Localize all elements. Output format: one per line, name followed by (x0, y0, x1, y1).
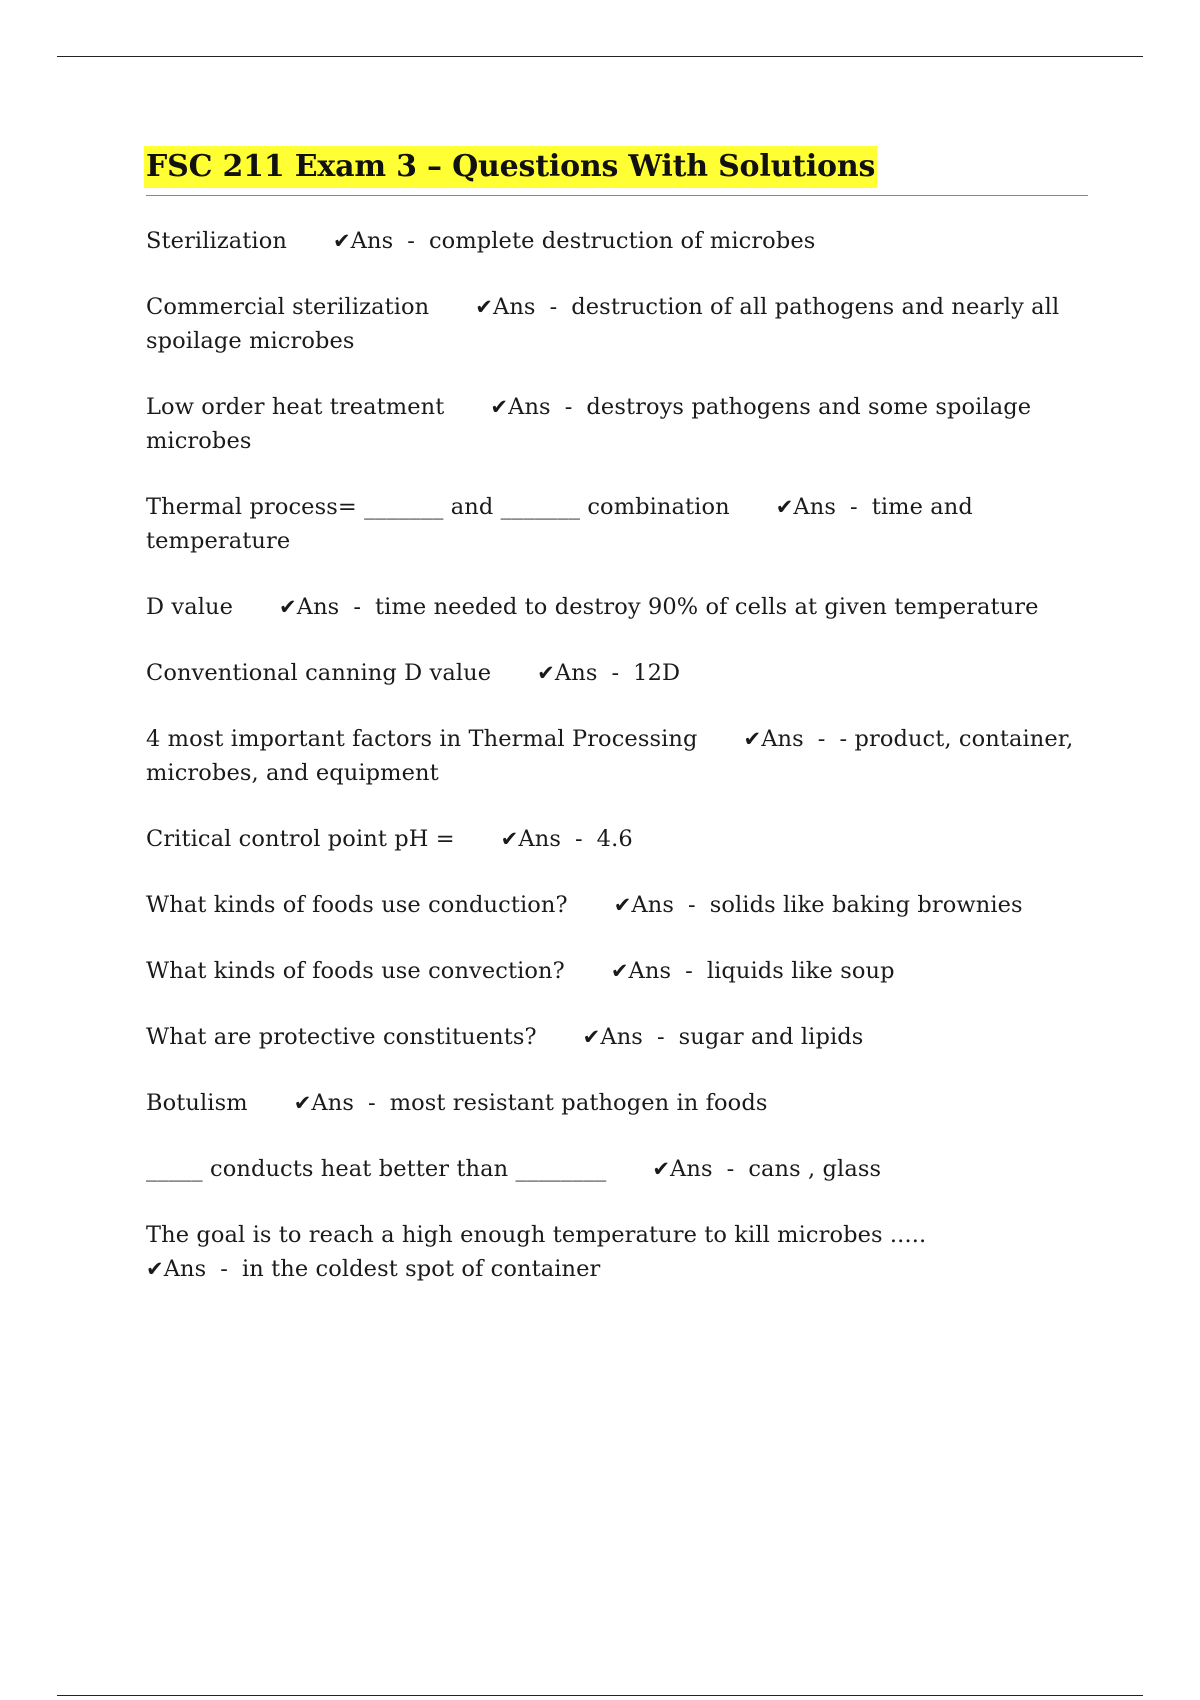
qa-item (146, 1086, 1076, 1120)
checkmark-icon: ✔ (537, 661, 555, 685)
answer-label: Ans (163, 1256, 207, 1282)
answer-separator: - (407, 228, 415, 254)
answer-separator: - (817, 726, 826, 752)
answer-text: solids like baking brownies (709, 892, 1023, 918)
qa-item (146, 954, 1076, 988)
checkmark-icon: ✔ (743, 727, 762, 751)
answer-separator: - (611, 660, 620, 686)
answer-text: liquids like soup (706, 958, 895, 984)
page-bottom-rule (57, 1695, 1143, 1696)
qa-item (146, 490, 1076, 558)
answer-label: Ans (296, 594, 340, 620)
answer-separator: - (726, 1156, 735, 1182)
answer-text: destroys pathogens and some spoilage microbes (146, 394, 1032, 454)
answer-text: most resistant pathogen in foods (389, 1090, 768, 1116)
answer-label: Ans (311, 1090, 354, 1116)
answer-text: cans , glass (748, 1156, 882, 1182)
answer-block (614, 892, 1023, 918)
answer-separator: - (685, 958, 693, 984)
page-top-rule (57, 56, 1143, 57)
question-text: Critical control point pH = (146, 826, 455, 852)
answer-block (583, 1024, 864, 1050)
answer-label: Ans (670, 1156, 713, 1182)
checkmark-icon: ✔ (293, 1091, 312, 1115)
qa-item (146, 722, 1076, 790)
answer-label: Ans (600, 1024, 643, 1050)
qa-item (146, 390, 1076, 458)
answer-separator: - (353, 594, 362, 620)
answer-label: Ans (508, 394, 551, 420)
answer-text: - product, container, microbes, and equipment (146, 726, 1074, 786)
answer-text: 4.6 (596, 826, 633, 852)
answer-text: sugar and lipids (678, 1024, 864, 1050)
qa-item (146, 1218, 1076, 1286)
answer-separator: - (687, 892, 696, 918)
question-text: Conventional canning D value (146, 660, 492, 686)
answer-block (537, 660, 680, 686)
qa-item (146, 290, 1076, 358)
answer-separator: - (574, 826, 583, 852)
answer-block (146, 1256, 600, 1282)
answer-label: Ans (631, 892, 674, 918)
answer-label: Ans (554, 660, 598, 686)
checkmark-icon: ✔ (279, 595, 297, 619)
qa-item (146, 888, 1076, 922)
qa-item (146, 656, 1076, 690)
question-text: _____ conducts heat better than ________ (146, 1156, 607, 1182)
checkmark-icon: ✔ (582, 1025, 601, 1049)
answer-label: Ans (761, 726, 804, 752)
answer-label: Ans (518, 826, 561, 852)
answer-separator: - (656, 1024, 665, 1050)
question-text: What kinds of foods use conduction? (146, 892, 568, 918)
checkmark-icon: ✔ (490, 395, 509, 419)
question-text: Commercial sterilization (146, 294, 430, 320)
qa-list (146, 224, 1076, 1318)
question-text: Botulism (146, 1090, 248, 1116)
answer-text: in the coldest spot of container (242, 1256, 601, 1282)
answer-label: Ans (350, 228, 394, 254)
answer-block (611, 958, 895, 984)
document-title: FSC 211 Exam 3 – Questions With Solutions (144, 146, 877, 188)
question-text: 4 most important factors in Thermal Processing (146, 726, 698, 752)
question-text: The goal is to reach a high enough temperature to kill microbes ..... (146, 1222, 927, 1248)
answer-separator: - (850, 494, 858, 520)
checkmark-icon: ✔ (613, 893, 632, 917)
answer-block (294, 1090, 768, 1116)
answer-label: Ans (628, 958, 672, 984)
qa-item (146, 822, 1076, 856)
answer-block (652, 1156, 881, 1182)
answer-text: destruction of all pathogens and nearly all spoilage microbes (146, 294, 1060, 354)
checkmark-icon: ✔ (475, 295, 493, 319)
answer-label: Ans (492, 294, 536, 320)
question-text: What are protective constituents? (146, 1024, 537, 1050)
checkmark-icon: ✔ (500, 827, 519, 851)
answer-separator: - (220, 1256, 228, 1282)
checkmark-icon: ✔ (332, 229, 351, 253)
answer-separator: - (549, 294, 558, 320)
question-text: Low order heat treatment (146, 394, 445, 420)
answer-text: time and temperature (146, 494, 973, 554)
qa-item (146, 224, 1076, 258)
checkmark-icon: ✔ (652, 1157, 671, 1181)
checkmark-icon: ✔ (775, 495, 794, 519)
answer-block (333, 228, 815, 254)
question-text: Sterilization (146, 228, 287, 254)
qa-item (146, 1020, 1076, 1054)
question-text: What kinds of foods use convection? (146, 958, 565, 984)
checkmark-icon: ✔ (610, 959, 629, 983)
checkmark-icon: ✔ (146, 1257, 164, 1281)
answer-block (279, 594, 1039, 620)
answer-block (501, 826, 633, 852)
question-text: Thermal process= _______ and _______ combination (146, 494, 730, 520)
answer-text: 12D (633, 660, 681, 686)
answer-separator: - (564, 394, 573, 420)
answer-text: time needed to destroy 90% of cells at given temperature (375, 594, 1039, 620)
answer-separator: - (367, 1090, 376, 1116)
answer-label: Ans (793, 494, 837, 520)
answer-text: complete destruction of microbes (428, 228, 816, 254)
question-text: D value (146, 594, 234, 620)
qa-item (146, 590, 1076, 624)
qa-item (146, 1152, 1076, 1186)
title-underline (146, 146, 1088, 196)
